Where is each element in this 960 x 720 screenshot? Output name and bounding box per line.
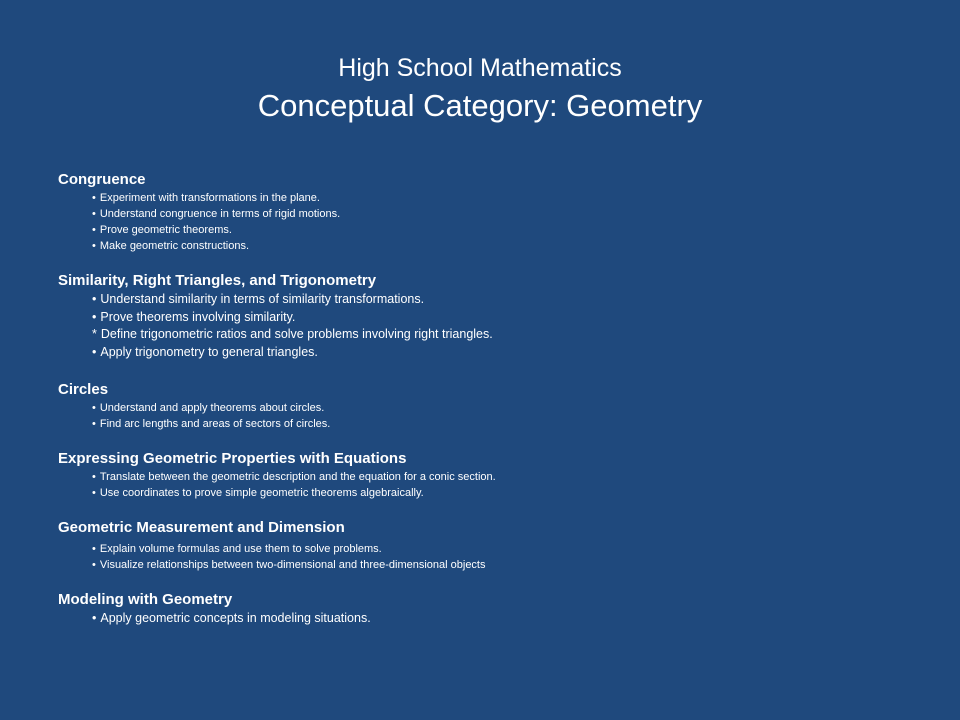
list-item-text: Prove geometric theorems. xyxy=(99,224,232,236)
bullet-marker: • xyxy=(92,309,97,324)
bullet-marker: • xyxy=(92,543,96,555)
section-congruence xyxy=(58,170,918,254)
bullet-list xyxy=(58,400,918,432)
list-item-text: Prove theorems involving similarity. xyxy=(100,309,296,324)
list-item xyxy=(92,190,918,206)
bullet-list xyxy=(58,469,918,501)
list-item xyxy=(92,222,918,238)
section-heading: Similarity, Right Triangles, and Trigonometry xyxy=(58,272,377,289)
list-item-text: Experiment with transformations in the plane. xyxy=(99,192,320,204)
list-item xyxy=(92,400,918,416)
list-item-text: Apply geometric concepts in modeling situations. xyxy=(100,611,371,625)
bullet-marker: • xyxy=(92,611,97,625)
list-item xyxy=(92,206,918,222)
list-item xyxy=(92,485,918,501)
list-item xyxy=(92,326,918,344)
bullet-marker: • xyxy=(92,240,96,252)
list-item-text: Understand and apply theorems about circles. xyxy=(99,402,325,414)
slide-title: Conceptual Category: Geometry xyxy=(257,88,703,123)
list-item-text: Understand congruence in terms of rigid motions. xyxy=(99,208,341,220)
list-item-text: Understand similarity in terms of similarity transformations. xyxy=(100,292,425,306)
bullet-marker: * xyxy=(92,327,97,341)
bullet-marker: • xyxy=(92,192,96,204)
section-equations xyxy=(58,449,918,501)
bullet-list xyxy=(58,190,918,254)
list-item-text: Use coordinates to prove simple geometric theorems algebraically. xyxy=(99,487,424,499)
section-similarity xyxy=(58,271,918,361)
list-item-text: Translate between the geometric description and the equation for a conic section. xyxy=(99,471,496,483)
list-item xyxy=(92,291,918,309)
list-item-text: Find arc lengths and areas of sectors of circles. xyxy=(99,418,331,430)
list-item xyxy=(92,416,918,432)
list-item-text: Define trigonometric ratios and solve problems involving right triangles. xyxy=(100,327,493,341)
list-item-text: Explain volume formulas and use them to solve problems. xyxy=(99,543,382,555)
list-item-text: Visualize relationships between two-dimensional and three-dimensional objects xyxy=(99,559,486,571)
section-heading: Circles xyxy=(58,381,109,398)
list-item-text: Make geometric constructions. xyxy=(99,240,250,252)
section-modeling xyxy=(58,590,918,628)
list-item xyxy=(92,344,918,362)
bullet-marker: • xyxy=(92,487,96,499)
bullet-marker: • xyxy=(92,418,96,430)
list-item xyxy=(92,469,918,485)
section-heading: Expressing Geometric Properties with Equations xyxy=(58,450,407,467)
section-heading: Modeling with Geometry xyxy=(58,591,233,608)
list-item xyxy=(92,557,918,573)
list-item xyxy=(92,309,918,327)
section-heading: Congruence xyxy=(58,171,146,188)
list-item xyxy=(92,541,918,557)
title-block xyxy=(0,52,960,126)
list-item xyxy=(92,610,918,628)
bullet-marker: • xyxy=(92,402,96,414)
bullet-marker: • xyxy=(92,344,97,359)
list-item xyxy=(92,238,918,254)
bullet-marker: • xyxy=(92,292,97,306)
bullet-marker: • xyxy=(92,208,96,220)
bullet-marker: • xyxy=(92,471,96,483)
bullet-list xyxy=(58,610,918,628)
slide-subtitle: High School Mathematics xyxy=(338,54,622,82)
section-heading: Geometric Measurement and Dimension xyxy=(58,519,345,536)
section-measurement xyxy=(58,518,918,573)
bullet-list xyxy=(58,541,918,573)
content-body xyxy=(58,170,918,628)
section-circles xyxy=(58,380,918,432)
bullet-marker: • xyxy=(92,224,96,236)
bullet-list xyxy=(58,291,918,361)
bullet-marker: • xyxy=(92,559,96,571)
list-item-text: Apply trigonometry to general triangles. xyxy=(100,344,318,359)
